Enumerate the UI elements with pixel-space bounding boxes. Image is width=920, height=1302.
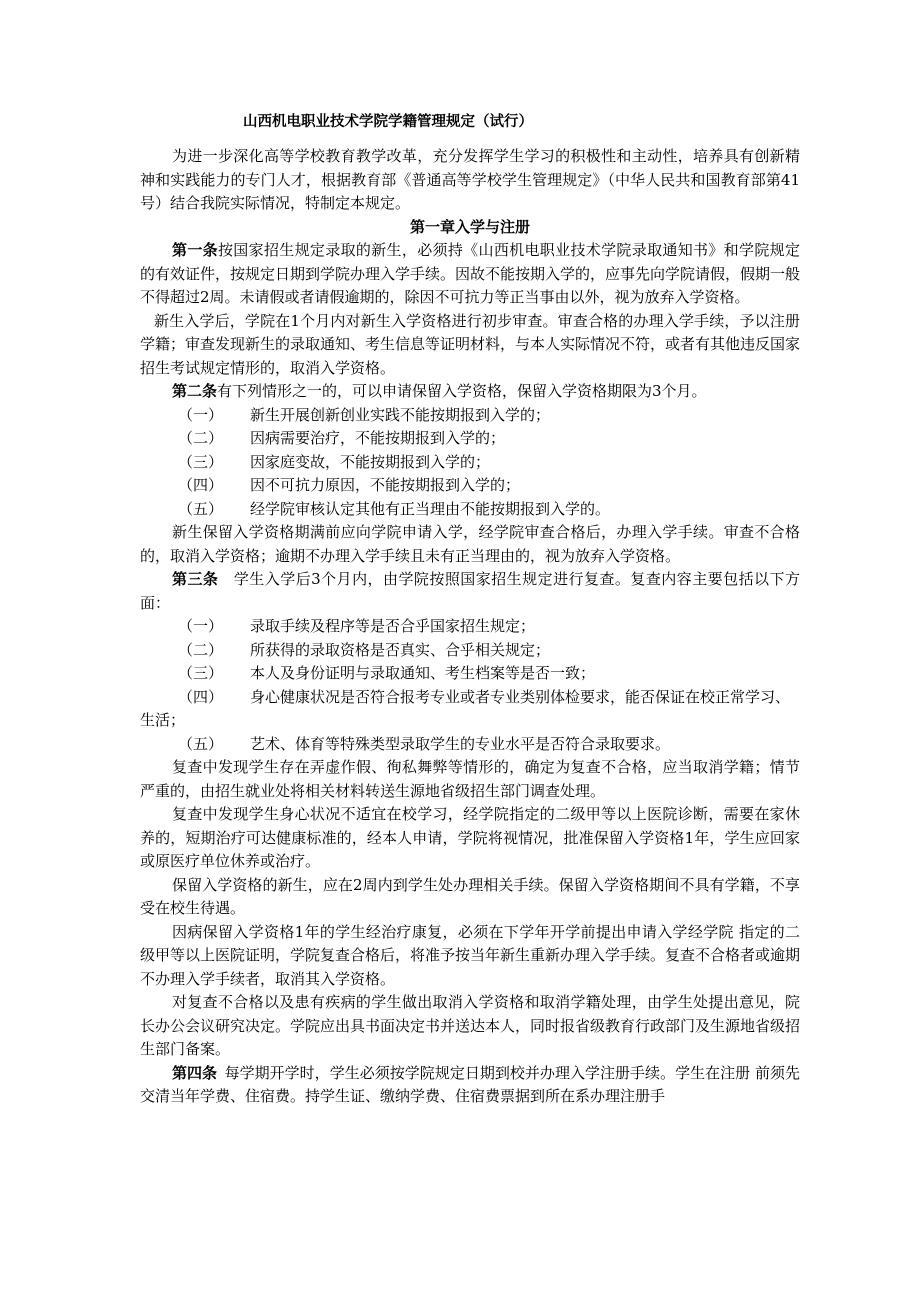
article-text: 按国家招生规定录取的新生，必须持《山西机电职业技术学院录取通知书》和学院规定的有效证件，按规定日期到学院办理入学手续。因故不能按期入学的，应事先向学院请假，假期一般不得超过2周。未请假或者请假逾期的，除因不可抗力等正当事由以外，视为放弃入学资格。 <box>140 241 801 306</box>
list-item-text: 录取手续及程序等是否合乎国家招生规定； <box>250 617 536 635</box>
list-item <box>140 427 800 451</box>
list-item <box>140 404 800 428</box>
article-1-paragraph-2: 新生入学后，学院在1个月内对新生入学资格进行初步审查。审查合格的办理入学手续，予以注册学籍；审查发现新生的录取通知、考生信息等证明材料，与本人实际情况不符，或者有其他违反国家招生考试规定情形的，取消入学资格。 <box>140 311 801 377</box>
list-item-number: （四） <box>178 476 224 494</box>
list-item-number: （二） <box>178 429 224 447</box>
intro-paragraph: 为进一步深化高等学校教育教学改革，充分发挥学生学习的积极性和主动性，培养具有创新精神和实践能力的专门人才，根据教育部《普通高等学校学生管理规定》（中华人民共和国教育部第41号）结合我院实际情况，特制定本规定。 <box>140 147 800 212</box>
list-item-text: 艺术、体育等特殊类型录取学生的专业水平是否符合录取要求。 <box>250 734 671 753</box>
article-2-after: 新生保留入学资格期满前应向学院申请入学，经学院审查合格后，办理入学手续。审查不合格的，取消入学资格；逾期不办理入学手续且未有正当理由的，视为放弃入学资格。 <box>140 523 800 565</box>
article-3-paragraph-3: 保留入学资格的新生，应在2周内到学生处办理相关手续。保留入学资格期间不具有学籍，不享受在校生待遇。 <box>140 875 800 917</box>
list-item-text: 新生开展创新创业实践不能按期报到入学的； <box>250 405 551 424</box>
article-3-paragraph-4: 因病保留入学资格1年的学生经治疗康复，必须在下学年开学前提出申请入学经学院 指定的二级甲等以上医院证明，学院复查合格后，将准予按当年新生重新办理入学手续。复查不合格者或逾期不办理入学手续者，取消其入学资格。 <box>140 922 801 988</box>
list-item-number: （五） <box>178 499 224 518</box>
list-item <box>140 474 800 498</box>
document-title: 山西机电职业技术学院学籍管理规定（试行） <box>243 114 533 130</box>
list-item <box>140 662 800 686</box>
list-item <box>140 639 800 663</box>
list-item <box>140 686 800 733</box>
article-3-paragraph-5: 对复查不合格以及患有疾病的学生做出取消入学资格和取消学籍处理，由学生处提出意见，院长办公会议研究决定。学院应出具书面决定书并送达本人，同时报省级教育行政部门及生源地省级招生部门备案。 <box>140 993 801 1058</box>
article-3-paragraph-2: 复查中发现学生身心状况不适宜在校学习，经学院指定的二级甲等以上医院诊断，需要在家休养的，短期治疗可达健康标准的，经本人申请，学院将视情况，批准保留入学资格1年，学生应回家或原医疗单位休养或治疗。 <box>140 805 800 870</box>
list-item-text: 所获得的录取资格是否真实、合乎相关规定； <box>250 640 551 659</box>
list-item-number: （一） <box>178 405 224 424</box>
list-item <box>140 615 800 639</box>
article-text: 每学期开学时，学生必须按学院规定日期到校并办理入学注册手续。学生在注册 前须先交清当年学费、住宿费。持学生证、缴纳学费、住宿费票据到所在系办理注册手 <box>140 1063 800 1105</box>
article-3 <box>140 568 800 615</box>
article-1 <box>140 239 800 310</box>
list-item-text: 经学院审核认定其他有正当理由不能按期报到入学的。 <box>250 499 611 518</box>
list-item-text: 因家庭变故，不能按期报到入学的； <box>250 452 491 471</box>
list-item-number: （五） <box>178 734 224 753</box>
article-label: 第三条 <box>172 570 219 588</box>
article-text: 有下列情形之一的，可以申请保留入学资格，保留入学资格期限为3个月。 <box>217 382 707 400</box>
list-item-text: 本人及身份证明与录取通知、考生档案等是否一致； <box>250 664 596 682</box>
list-item <box>140 498 800 522</box>
list-item-number: （一） <box>178 617 224 635</box>
chapter-heading: 第一章入学与注册 <box>409 217 530 236</box>
list-item <box>140 733 800 757</box>
article-label: 第四条 <box>172 1063 218 1082</box>
article-label: 第二条 <box>172 382 218 400</box>
list-item-number: （三） <box>178 452 224 471</box>
article-label: 第一条 <box>172 241 218 259</box>
list-item-text: 因病需要治疗，不能按期报到入学的； <box>250 429 506 447</box>
article-text: 学生入学后3个月内，由学院按照国家招生规定进行复查。复查内容主要包括以下方面： <box>140 570 800 612</box>
list-item-text: 身心健康状况是否符合报考专业或者专业类别体检要求，能否保证在校正常学习、 生活； <box>140 687 791 729</box>
list-item-number: （四） <box>178 687 224 706</box>
document-body <box>140 145 800 1109</box>
article-2 <box>140 380 800 404</box>
list-item-text: 因不可抗力原因，不能按期报到入学的； <box>250 476 521 494</box>
list-item-number: （三） <box>178 664 224 682</box>
article-4 <box>140 1062 800 1109</box>
list-item-number: （二） <box>178 640 224 659</box>
list-item <box>140 451 800 475</box>
article-3-paragraph-1: 复查中发现学生存在弄虚作假、徇私舞弊等情形的，确定为复查不合格，应当取消学籍；情节严重的，由招生就业处将相关材料转送生源地省级招生部门调查处理。 <box>140 758 800 800</box>
